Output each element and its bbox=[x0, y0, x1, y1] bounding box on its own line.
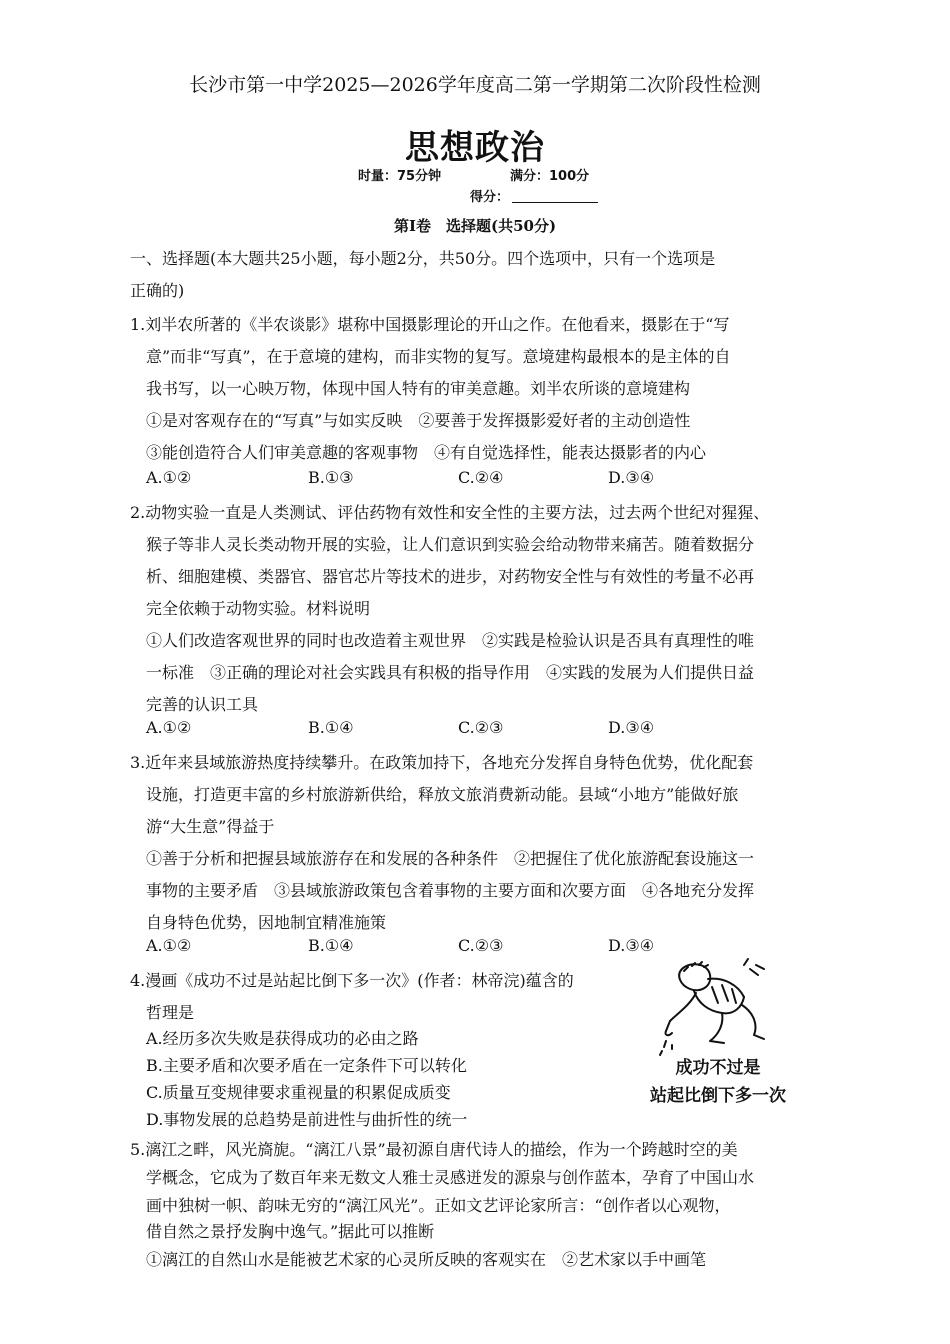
q3-option-c[interactable]: C.②③ bbox=[458, 936, 504, 955]
q5-line-4: 借自然之景抒发胸中逸气。”据此可以推断 bbox=[146, 1222, 435, 1241]
q3-option-a[interactable]: A.①② bbox=[146, 936, 192, 955]
q1-option-a[interactable]: A.①② bbox=[146, 468, 192, 487]
q1-item-1: ①是对客观存在的“写真”与如实反映 ②要善于发挥摄影爱好者的主动创造性 bbox=[146, 411, 691, 430]
q2-line-3: 析、细胞建模、类器官、器官芯片等技术的进步，对药物安全性与有效性的考量不必再 bbox=[146, 567, 755, 586]
q4-option-c[interactable]: C.质量互变规律要求重视量的积累促成质变 bbox=[146, 1083, 451, 1102]
q2-option-a[interactable]: A.①② bbox=[146, 718, 192, 737]
q3-option-d[interactable]: D.③④ bbox=[608, 936, 655, 955]
q2-line-1: 2.动物实验一直是人类测试、评估药物有效性和安全性的主要方法，过去两个世纪对猩猩、 bbox=[130, 503, 770, 522]
q5-item-1: ①漓江的自然山水是能被艺术家的心灵所反映的客观实在 ②艺术家以手中画笔 bbox=[146, 1250, 707, 1269]
q1-option-c[interactable]: C.②④ bbox=[458, 468, 504, 487]
q4-option-b[interactable]: B.主要矛盾和次要矛盾在一定条件下可以转化 bbox=[146, 1056, 467, 1075]
q2-item-1: ①人们改造客观世界的同时也改造着主观世界 ②实践是检验认识是否具有真理性的唯 bbox=[146, 631, 755, 650]
cartoon-figure-illustration bbox=[638, 955, 798, 1115]
q2-line-2: 猴子等非人灵长类动物开展的实验，让人们意识到实验会给动物带来痛苦。随着数据分 bbox=[146, 535, 755, 554]
q1-option-b[interactable]: B.①③ bbox=[308, 468, 354, 487]
q4-line-1: 4.漫画《成功不过是站起比倒下多一次》(作者：林帝浣)蕴含的 bbox=[130, 971, 574, 990]
full-score: 满分：100分 bbox=[510, 169, 590, 184]
page-title: 思想政治 bbox=[405, 128, 545, 168]
q5-line-2: 学概念，它成为了数百年来无数文人雅士灵感迸发的源泉与创作蓝本，孕育了中国山水 bbox=[146, 1168, 755, 1187]
instructions-line-2: 正确的) bbox=[130, 281, 185, 300]
q1-item-2: ③能创造符合人们审美意趣的客观事物 ④有自觉选择性，能表达摄影者的内心 bbox=[146, 443, 707, 462]
q1-line-2: 意”而非“写真”，在于意境的建构，而非实物的复写。意境建构最根本的是主体的自 bbox=[146, 347, 731, 366]
instructions-line-1: 一、选择题(本大题共25小题，每小题2分，共50分。四个选项中，只有一个选项是 bbox=[130, 249, 716, 268]
q3-item-1: ①善于分析和把握县域旅游存在和发展的各种条件 ②把握住了优化旅游配套设施这一 bbox=[146, 849, 755, 868]
q2-option-b[interactable]: B.①④ bbox=[308, 718, 354, 737]
q2-item-2: 一标准 ③正确的理论对社会实践具有积极的指导作用 ④实践的发展为人们提供日益 bbox=[146, 663, 755, 682]
q1-line-3: 我书写，以一心映万物，体现中国人特有的审美意趣。刘半农所谈的意境建构 bbox=[146, 379, 691, 398]
score-blank bbox=[512, 202, 598, 203]
q3-item-2: 事物的主要矛盾 ③县域旅游政策包含着事物的主要方面和次要方面 ④各地充分发挥 bbox=[146, 881, 755, 900]
q2-line-4: 完全依赖于动物实验。材料说明 bbox=[146, 599, 371, 618]
q3-option-b[interactable]: B.①④ bbox=[308, 936, 354, 955]
q2-item-3: 完善的认识工具 bbox=[146, 695, 259, 714]
q4-option-d[interactable]: D.事物发展的总趋势是前进性与曲折性的统一 bbox=[146, 1110, 468, 1129]
q5-line-1: 5.漓江之畔，风光旖旎。“漓江八景”最初源自唐代诗人的描绘，作为一个跨越时空的美 bbox=[130, 1140, 738, 1159]
exam-header: 长沙市第一中学2025—2026学年度高二第一学期第二次阶段性检测 bbox=[189, 74, 761, 96]
q2-option-c[interactable]: C.②③ bbox=[458, 718, 504, 737]
q3-line-3: 游“大生意”得益于 bbox=[146, 817, 275, 836]
q3-line-2: 设施，打造更丰富的乡村旅游新供给，释放文旅消费新动能。县域“小地方”能做好旅 bbox=[146, 785, 739, 804]
q5-line-3: 画中独树一帜、韵味无穷的“漓江风光”。正如文艺评论家所言：“创作者以心观物， bbox=[146, 1196, 731, 1215]
q3-item-3: 自身特色优势，因地制宜精准施策 bbox=[146, 913, 387, 932]
q1-line-1: 1.刘半农所著的《半农谈影》堪称中国摄影理论的开山之作。在他看来，摄影在于“写 bbox=[130, 315, 730, 334]
score-label: 得分： bbox=[470, 190, 510, 205]
q4-line-2: 哲理是 bbox=[146, 1003, 195, 1022]
q2-option-d[interactable]: D.③④ bbox=[608, 718, 655, 737]
q4-option-a[interactable]: A.经历多次失败是获得成功的必由之路 bbox=[146, 1029, 419, 1048]
q1-option-d[interactable]: D.③④ bbox=[608, 468, 655, 487]
cartoon-caption-1: 成功不过是 bbox=[675, 1058, 761, 1078]
section-title: 第Ⅰ卷 选择题(共50分) bbox=[393, 217, 557, 235]
cartoon-caption-2: 站起比倒下多一次 bbox=[650, 1086, 786, 1106]
exam-time: 时量：75分钟 bbox=[358, 169, 442, 184]
q3-line-1: 3.近年来县域旅游热度持续攀升。在政策加持下，各地充分发挥自身特色优势，优化配套 bbox=[130, 753, 754, 772]
cartoon-image bbox=[638, 955, 798, 1115]
